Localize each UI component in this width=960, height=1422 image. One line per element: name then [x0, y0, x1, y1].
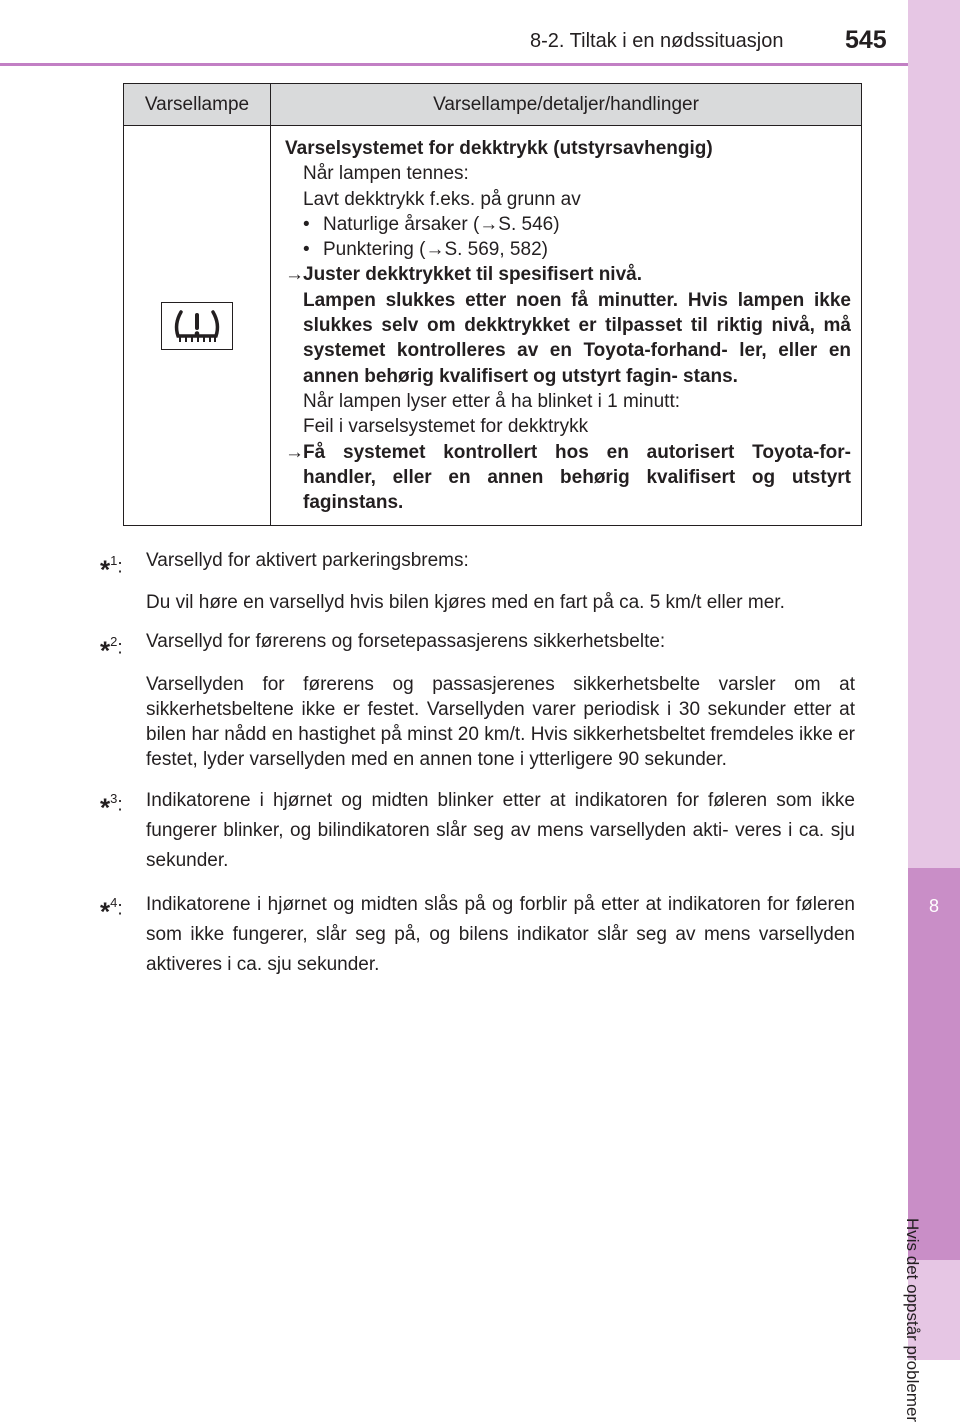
footnote-body: Varsellyden for førerens og passasjerenes sikkerhetsbelte varsler om at sikkerhetsbeltene ikke er festet. Varsellyden varer periodisk i 30 sekunder etter at bilen har nådd en hastighet på minst 20 km/t. Hvis sikkerhetsbeltet fremdeles ikke er festet, lyder varsellyden med en annen tone i ytterligere 90 sekunder.: [146, 673, 855, 770]
action-1-detail: Lampen slukkes etter noen få minutter. Hvis lampen ikke slukkes selv om dekktrykket er tilpasset til riktig nivå, må systemet kontrolleres av en Toyota-forhand- ler, eller en annen behørig kvalifisert og utstyrt fagin- stans.: [303, 289, 851, 387]
tire-pressure-warning-icon: [161, 302, 233, 350]
list-item: • Punktering (→S. 569, 582): [303, 239, 548, 261]
footnote-3: [100, 786, 855, 876]
list-item: • Naturlige årsaker (→S. 546): [303, 213, 560, 235]
case1-label: Når lampen tennes:: [303, 163, 469, 185]
system-title: Varselsystemet for dekktrykk (utstyrsavhengig): [285, 138, 713, 159]
section-title: 8-2. Tiltak i en nødssituasjon: [530, 30, 784, 52]
footnote-4: [100, 890, 855, 980]
footnotes: [100, 548, 855, 994]
footnote-body: Du vil høre en varsellyd hvis bilen kjøres med en fart på ca. 5 km/t eller mer.: [146, 592, 785, 614]
action-1-text: Juster dekktrykket til spesifisert nivå.: [303, 264, 642, 286]
arrow-icon: →: [285, 264, 304, 286]
footnote-marker: *$^1$:: [100, 553, 123, 585]
case2-label: Når lampen lyser etter å ha blinket i 1 minutt:: [303, 390, 681, 412]
warning-light-table: [123, 83, 862, 526]
chapter-title: Hvis det oppstår problemer: [903, 1218, 922, 1422]
action-2-text: Få systemet kontrollert hos en autorisert Toyota-for- handler, eller en annen behørig kvalifisert og utstyrt faginstans.: [303, 441, 851, 514]
footnote-title: Varsellyd for aktivert parkeringsbrems:: [146, 550, 469, 571]
column-header-lamp: Varsellampe: [124, 84, 271, 126]
lamp-cell: [124, 126, 271, 526]
footnote-text: Indikatorene i hjørnet og midten blinker etter at indikatoren for føleren som ikke fungerer blinker, og bilindikatoren slår seg av mens varsellyden akti- veres i ca. sju sekunder.: [146, 789, 855, 871]
table-header-row: [124, 84, 862, 126]
column-header-details: Varsellampe/detaljer/handlinger: [271, 84, 862, 126]
footnote-marker: *$^4$:: [100, 894, 123, 926]
chapter-number: 8: [928, 896, 939, 916]
footnote-1: [100, 548, 855, 615]
footnote-title: Varsellyd for førerens og forsetepassasjerens sikkerhetsbelte:: [146, 631, 666, 653]
action-2: [285, 440, 851, 516]
case2-cause: Feil i varselsystemet for dekktrykk: [303, 416, 589, 438]
footnote-marker: *$^3$:: [100, 790, 123, 822]
action-1: [285, 262, 851, 388]
arrow-icon: →: [285, 441, 304, 463]
page-number: 545: [845, 26, 887, 54]
case1-cause: Lavt dekktrykk f.eks. på grunn av: [303, 188, 581, 210]
details-cell: [271, 126, 862, 526]
footnote-marker: *$^2$:: [100, 634, 123, 666]
footnote-2: [100, 629, 855, 771]
chapter-tab: [908, 868, 960, 1260]
footnote-text: Indikatorene i hjørnet og midten slås på og forblir på etter at indikatoren for føleren som ikke fungerer, slår seg på, og bilens indikator slår seg av mens varsellyden aktiveres i ca. sju sekunder.: [146, 893, 855, 975]
header-divider: [0, 63, 908, 66]
table-row: [124, 126, 862, 526]
